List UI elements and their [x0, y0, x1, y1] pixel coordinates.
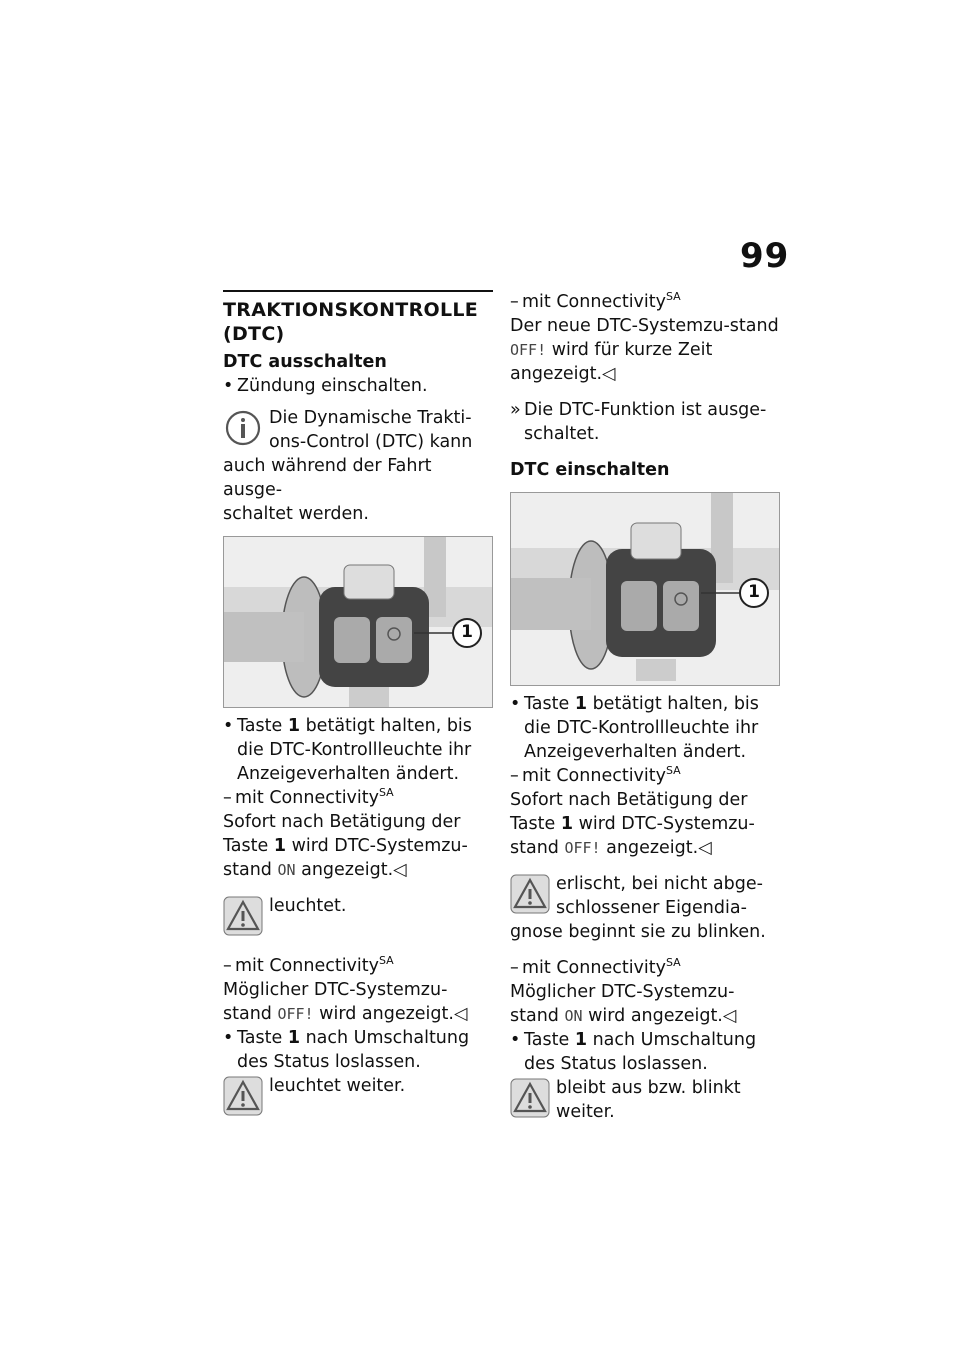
handlebar-switch-illustration: [224, 537, 493, 707]
connectivity-text-2: [223, 978, 493, 1026]
right-column: [510, 290, 780, 1124]
button-ref: 1: [273, 836, 287, 856]
text: wird DTC-Systemzu-stand: [223, 836, 468, 880]
status-on: ON: [277, 861, 296, 879]
button-ref: 1: [560, 814, 574, 834]
text: betätigt halten, bis die DTC-Kontrollleuchte ihr Anzeigeverhalten ändert.: [524, 694, 759, 762]
connectivity-text-4: [510, 788, 780, 860]
step-release-button: [510, 1028, 780, 1076]
end-mark: ◁: [453, 1004, 468, 1024]
text: Taste: [524, 694, 575, 714]
result-dtc-off: » Die DTC-Funktion ist ausge-schaltet.: [510, 398, 780, 446]
text: betätigt halten, bis die DTC-Kontrollleuchte ihr Anzeigeverhalten ändert.: [237, 716, 472, 784]
figure-label-1: 1: [461, 622, 473, 642]
info-line-c: auch während der Fahrt ausge-: [223, 456, 432, 500]
button-ref: 1: [287, 716, 301, 736]
warning-note-1: [223, 894, 493, 942]
connectivity-text-5: [510, 980, 780, 1028]
info-note: [223, 406, 493, 526]
text: nach Umschaltung des Status loslassen.: [237, 1028, 470, 1072]
connectivity-note-3: [510, 290, 780, 314]
info-line-d: schaltet werden.: [223, 504, 369, 524]
connectivity-text-1: [223, 810, 493, 882]
text: mit Connectivity: [522, 958, 666, 978]
warning-note-4: [510, 1076, 780, 1124]
text: Der neue DTC-Systemzu-stand: [510, 316, 779, 336]
text: mit Connectivity: [235, 956, 379, 976]
sa-mark: SA: [666, 956, 681, 970]
sa-mark: SA: [666, 290, 681, 304]
connectivity-text-3: [510, 314, 780, 386]
handlebar-figure: [223, 536, 493, 708]
end-mark: ◁: [393, 860, 407, 880]
sa-mark: SA: [666, 764, 681, 778]
end-mark: ◁: [602, 364, 616, 384]
warning-line-c: gnose beginnt sie zu blinken.: [510, 922, 766, 942]
warning-line-a: erlischt, bei nicht abge-: [556, 874, 763, 894]
step-ignition: • Zündung einschalten.: [223, 374, 493, 398]
page-number: 99: [740, 236, 790, 276]
text: Sofort nach Betätigung der Taste: [223, 812, 461, 856]
text: wird angezeigt.: [582, 1006, 723, 1026]
text: Möglicher DTC-Systemzu-stand: [510, 982, 735, 1026]
text: wird für kurze Zeit angezeigt.: [510, 340, 713, 384]
status-off: OFF!: [564, 839, 601, 857]
text: angezeigt.: [600, 838, 699, 858]
section-heading: TRAKTIONSKONTROLLE (DTC): [223, 299, 479, 345]
connectivity-note-5: [510, 956, 780, 980]
text: wird DTC-Systemzu-stand: [510, 814, 755, 858]
text: nach Umschaltung des Status loslassen.: [524, 1030, 757, 1074]
connectivity-note-4: [510, 764, 780, 788]
warning-text-2: leuchtet weiter.: [269, 1076, 406, 1096]
warning-lamp-icon: [223, 1076, 263, 1116]
connectivity-note-1: [223, 786, 493, 810]
warning-note-3: [510, 872, 780, 944]
text: mit Connectivity: [522, 292, 666, 312]
text: Möglicher DTC-Systemzu-stand: [223, 980, 448, 1024]
warning-line-b: schlossener Eigendia-: [556, 898, 747, 918]
end-mark: ◁: [698, 838, 712, 858]
connectivity-note-2: [223, 954, 493, 978]
text: wird angezeigt.: [313, 1004, 454, 1024]
text: Sofort nach Betätigung der Taste: [510, 790, 748, 834]
left-column: [223, 290, 493, 1122]
step-release-button: [223, 1026, 493, 1074]
button-ref: 1: [287, 1028, 301, 1048]
handlebar-switch-illustration: [511, 493, 780, 685]
text: Taste: [237, 1028, 288, 1048]
end-mark: ◁: [722, 1006, 737, 1026]
sa-mark: SA: [379, 786, 394, 800]
warning-text-1: leuchtet.: [269, 896, 347, 916]
text: Taste: [524, 1030, 575, 1050]
text: Taste: [237, 716, 288, 736]
button-ref: 1: [574, 694, 588, 714]
status-on: ON: [564, 1007, 583, 1025]
warning-text-4: bleibt aus bzw. blinkt weiter.: [556, 1078, 741, 1122]
warning-lamp-icon: [510, 874, 550, 914]
subheading-dtc-off: DTC ausschalten: [223, 352, 387, 372]
text: mit Connectivity: [235, 788, 379, 808]
status-off: OFF!: [510, 341, 547, 359]
figure-label-1: 1: [748, 582, 760, 602]
info-line-a: Die Dynamische Trakti-: [269, 408, 472, 428]
info-line-b: ons-Control (DTC) kann: [269, 432, 473, 452]
handlebar-figure: [510, 492, 780, 686]
step-hold-button: [223, 714, 493, 786]
text: angezeigt.: [295, 860, 394, 880]
warning-lamp-icon: [223, 896, 263, 936]
warning-note-2: [223, 1074, 493, 1122]
warning-lamp-icon: [510, 1078, 550, 1118]
step-hold-button: [510, 692, 780, 764]
button-ref: 1: [574, 1030, 588, 1050]
info-icon: [223, 408, 263, 448]
status-off: OFF!: [277, 1005, 314, 1023]
text: mit Connectivity: [522, 766, 666, 786]
subheading-dtc-on: DTC einschalten: [510, 460, 670, 480]
section-rule: [223, 290, 493, 292]
sa-mark: SA: [379, 954, 394, 968]
